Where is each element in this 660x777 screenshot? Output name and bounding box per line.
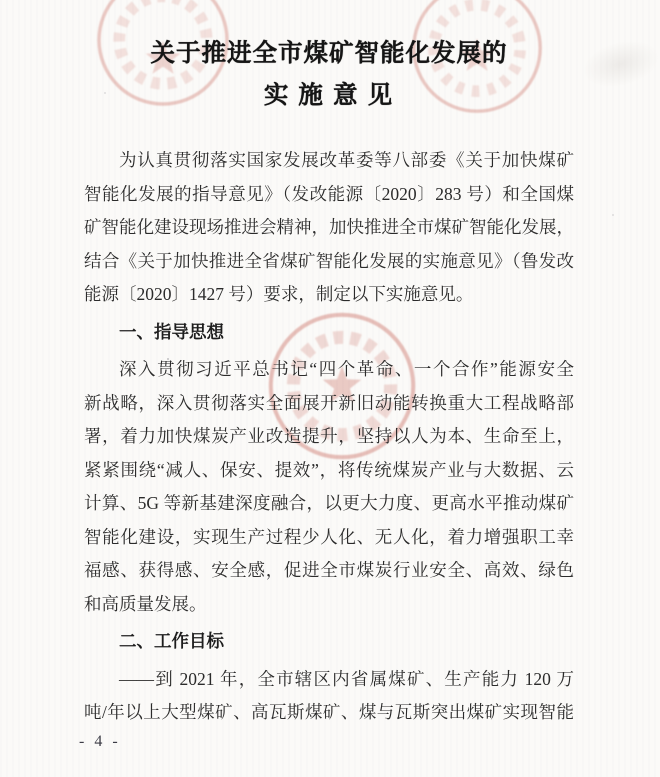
body-line: 紧紧围绕“减人、保安、提效”，将传统煤炭产业与大数据、云 xyxy=(84,459,574,480)
document-title-line2: 实 施 意 见 xyxy=(263,82,395,109)
body-line: 福感、获得感、安全感，促进全市煤炭行业安全、高效、绿色 xyxy=(84,560,574,580)
body-line: 矿智能化建设现场推进会精神，加快推进全市煤矿智能化发展， xyxy=(84,217,574,237)
body-line: 智能化发展的指导意见》（发改能源〔2020〕283 号）和全国煤 xyxy=(84,183,574,204)
scan-speck xyxy=(612,214,614,216)
scan-smudge xyxy=(578,33,660,95)
section-heading-1: 一、指导思想 xyxy=(119,321,224,342)
body-line: 能源〔2020〕1427 号）要求，制定以下实施意见。 xyxy=(84,284,474,304)
body-line: 和高质量发展。 xyxy=(84,593,207,614)
body-line: 署，着力加快煤炭产业改造提升，坚持以人为本、生命至上， xyxy=(84,426,574,446)
body-line: 智能化建设，实现生产过程少人化、无人化，着力增强职工幸 xyxy=(84,526,574,547)
page-number: - 4 - xyxy=(79,733,121,750)
section-heading-2: 二、工作目标 xyxy=(119,631,224,651)
body-line: 新战略，深入贯彻落实全面展开新旧动能转换重大工程战略部 xyxy=(84,392,574,413)
body-line: 结合《关于加快推进全省煤矿智能化发展的实施意见》（鲁发改 xyxy=(84,250,574,271)
body-line: 计算、5G 等新基建深度融合，以更大力度、更高水平推动煤矿 xyxy=(84,493,574,513)
body-line: 为认真贯彻落实国家发展改革委等八部委《关于加快煤矿 xyxy=(119,150,574,170)
body-line: 深入贯彻习近平总书记“四个革命、一个合作”能源安全 xyxy=(119,359,574,379)
body-line: ——到 2021 年，全市辖区内省属煤矿、生产能力 120 万 xyxy=(119,668,574,689)
body-line: 吨/年以上大型煤矿、高瓦斯煤矿、煤与瓦斯突出煤矿实现智能 xyxy=(84,702,574,722)
document-title-line1: 关于推进全市煤矿智能化发展的 xyxy=(150,40,508,67)
document-title xyxy=(84,38,574,112)
document-body xyxy=(84,144,574,730)
